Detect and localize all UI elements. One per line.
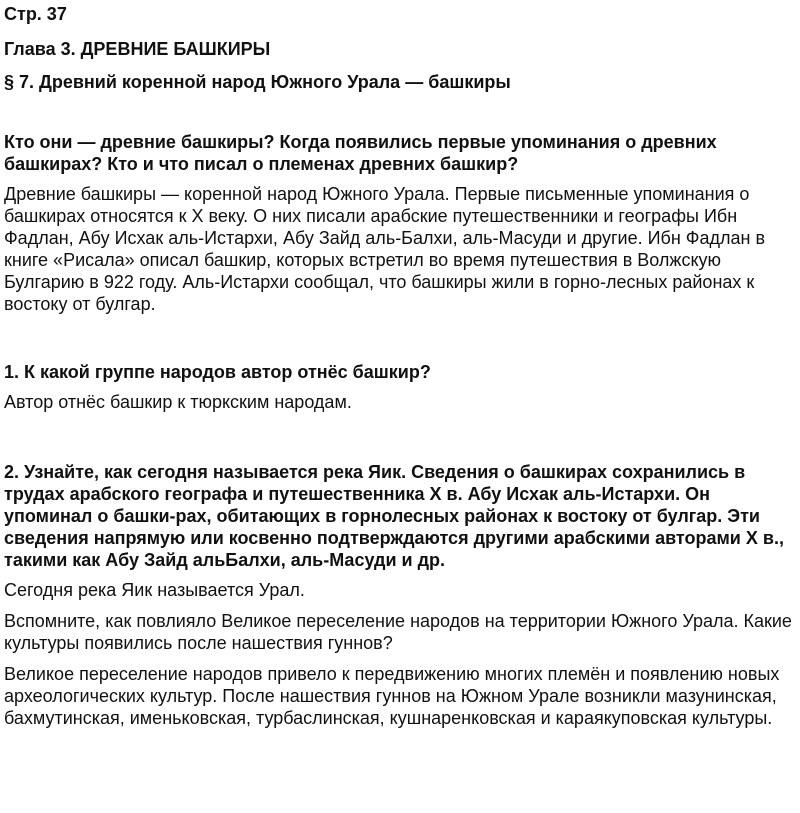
- section-title: § 7. Древний коренной народ Южного Урала — башкиры: [4, 72, 511, 92]
- question-3: Вспомните, как повлияло Великое переселение народов на территории Южного Урала. Какие культуры появились после нашествия гуннов?: [4, 611, 792, 653]
- intro-answer: Древние башкиры — коренной народ Южного Урала. Первые письменные упоминания о башкирах относятся к X веку. О них писали арабские путешественники и географы Ибн Фадлан, Абу Исхак аль-Истархи, Абу Зайд аль-Балхи, аль-Масуди и другие. Ибн Фадлан в книге «Рисала» описал башкир, которых встретил во время путешествия в Волжскую Булгарию в 922 году. Аль-Истархи сообщал, что башкиры жили в горно-лесных районах к востоку от булгар.: [4, 184, 766, 314]
- chapter-title: Глава 3. ДРЕВНИЕ БАШКИРЫ: [4, 39, 271, 59]
- page-number: Стр. 37: [4, 4, 67, 24]
- answer-2: Сегодня река Яик называется Урал.: [4, 580, 305, 600]
- question-1: 1. К какой группе народов автор отнёс башкир?: [4, 362, 431, 382]
- intro-question: Кто они — древние башкиры? Когда появились первые упоминания о древних башкирах? Кто и что писал о племенах древних башкир?: [4, 132, 717, 174]
- answer-1: Автор отнёс башкир к тюркским народам.: [4, 392, 352, 412]
- answer-3: Великое переселение народов привело к передвижению многих племён и появлению новых археологических культур. После нашествия гуннов на Южном Урале возникли мазунинская, бахмутинская, именьковская, турбаслинская, кушнаренковская и караякуповская культуры.: [4, 664, 780, 728]
- question-2: 2. Узнайте, как сегодня называется река Яик. Сведения о башкирах сохранились в трудах арабского географа и путешественника X в. Абу Исхак аль-Истархи. Он упоминал о башки-рах, обитающих в горнолесных районах к востоку от булгар. Эти сведения напрямую или косвенно подтверждаются другими арабскими авторами X в., такими как Абу Зайд альБалхи, аль-Масуди и др.: [4, 462, 784, 570]
